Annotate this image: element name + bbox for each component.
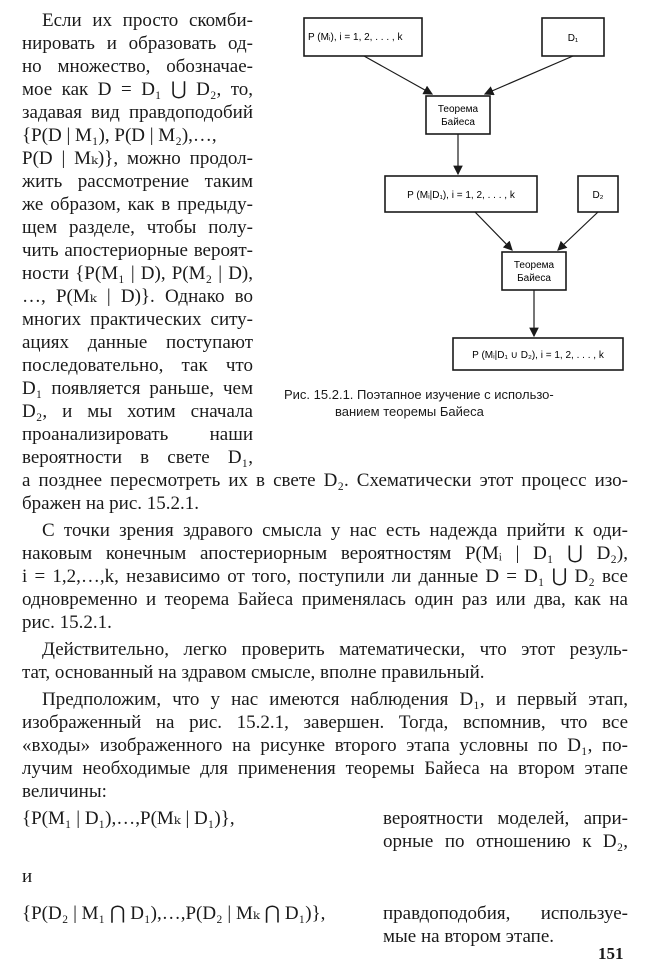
body-line: одновременно и теорема Байеса применялась один раз или два, как на	[22, 589, 628, 610]
left-line: мое как D = D₁ ⋃ D₂, то,	[22, 79, 253, 100]
figure-caption-line: Рис. 15.2.1. Поэтапное изучение с использо-	[284, 387, 554, 402]
body-line: изображенный на рис. 15.2.1, завершен. Тогда, вспомнив, что все	[22, 712, 628, 733]
d2-box-label: D₂	[592, 190, 604, 201]
left-line: чить апостериорные вероят-	[22, 240, 253, 261]
bayes-flow-diagram	[290, 0, 650, 380]
left-line: ности {P(M₁ | D), P(M₂ | D),	[22, 263, 253, 284]
left-line: последовательно, так что	[22, 355, 253, 376]
left-line: D₂, и мы хотим сначала	[22, 401, 253, 422]
left-line: многих практических ситу-	[22, 309, 253, 330]
left-line: Если их просто скомби-	[42, 10, 253, 31]
body-line: С точки зрения здравого смысла у нас есть надежда прийти к оди-	[42, 520, 628, 541]
prior-box	[304, 18, 422, 56]
page-number: 151	[598, 944, 624, 963]
posterior2-box	[453, 338, 623, 370]
arrow-post1-to-bayes2	[475, 212, 512, 250]
left-line: проанализировать наши	[22, 424, 253, 445]
left-line: P(D | Mₖ)}, можно продол-	[22, 148, 253, 169]
body-line: а позднее пересмотреть их в свете D₂. Схематически этот процесс изо-	[22, 470, 628, 491]
body-line: «входы» изображенного на рисунке второго этапа условны по D₁, по-	[22, 735, 628, 756]
equation-desc: правдоподобия, используе-	[383, 903, 628, 924]
arrow-d1-to-bayes1	[485, 56, 573, 94]
figure-caption-line: ванием теоремы Байеса	[335, 404, 484, 419]
posterior1-label: P (Mᵢ|D₁), i = 1, 2, . . . , k	[407, 190, 515, 201]
arrow-prior-to-bayes1	[364, 56, 432, 94]
prior-box-label: P (Mᵢ), i = 1, 2, . . . , k	[308, 32, 403, 43]
equation-desc: мые на втором этапе.	[383, 926, 555, 947]
arrow-d2-to-bayes2	[558, 212, 598, 250]
posterior2-label: P (Mᵢ|D₁ ∪ D₂), i = 1, 2, . . . , k	[472, 350, 604, 361]
body-line: рис. 15.2.1.	[22, 612, 112, 633]
left-line: задавая вид правдоподобий	[22, 102, 253, 123]
left-line: вероятности в свете D₁,	[22, 447, 253, 468]
left-line: нировать и образовать од-	[22, 33, 253, 54]
bayes1-label-1: Теорема	[437, 104, 479, 115]
left-line: D₁ появляется раньше, чем	[22, 378, 253, 399]
bayes1-label-2: Байеса	[441, 117, 475, 128]
left-line: щем разделе, чтобы полу-	[22, 217, 253, 238]
equation-desc: вероятности моделей, апри-	[383, 808, 628, 829]
left-line: но множество, обозначае-	[22, 56, 253, 77]
left-line: …, P(Mₖ | D)}. Однако во	[22, 286, 253, 307]
d1-box	[542, 18, 604, 56]
equation-formula: {P(D₂ | M₁ ⋂ D₁),…,P(D₂ | Mₖ ⋂ D₁)},	[22, 903, 326, 924]
posterior1-box	[385, 176, 537, 212]
body-line: лучим необходимые для применения теоремы Байеса на втором этапе	[22, 758, 628, 779]
body-line: i = 1,2,…,k, независимо от того, поступили ли данные D = D₁ ⋃ D₂ все	[22, 566, 628, 587]
body-line: тат, основанный на здравом смысле, вполне правильный.	[22, 662, 485, 683]
body-line: наковым конечным апостериорным вероятностям P(Mᵢ | D₁ ⋃ D₂),	[22, 543, 628, 564]
left-line: жить рассмотрение таким	[22, 171, 253, 192]
body-line: величины:	[22, 781, 107, 802]
body-line: Предположим, что у нас имеются наблюдения D₁, и первый этап,	[42, 689, 628, 710]
equation-formula: {P(M₁ | D₁),…,P(Mₖ | D₁)},	[22, 808, 235, 829]
bayes2-label-1: Теорема	[513, 260, 555, 271]
equation-desc: орные по отношению к D₂,	[383, 831, 628, 852]
bayes2-label-2: Байеса	[517, 273, 551, 284]
left-line: же образом, как в предыду-	[22, 194, 253, 215]
body-line: бражен на рис. 15.2.1.	[22, 493, 200, 514]
bayes1-box	[426, 96, 490, 134]
bayes2-box	[502, 252, 566, 290]
left-line: ациях данные поступают	[22, 332, 253, 353]
d2-box	[578, 176, 618, 212]
connector-word: и	[22, 866, 33, 887]
left-line: {P(D | M₁), P(D | M₂),…,	[22, 125, 217, 146]
d1-box-label: D₁	[567, 33, 579, 44]
body-line: Действительно, легко проверить математически, что этот резуль-	[42, 639, 628, 660]
